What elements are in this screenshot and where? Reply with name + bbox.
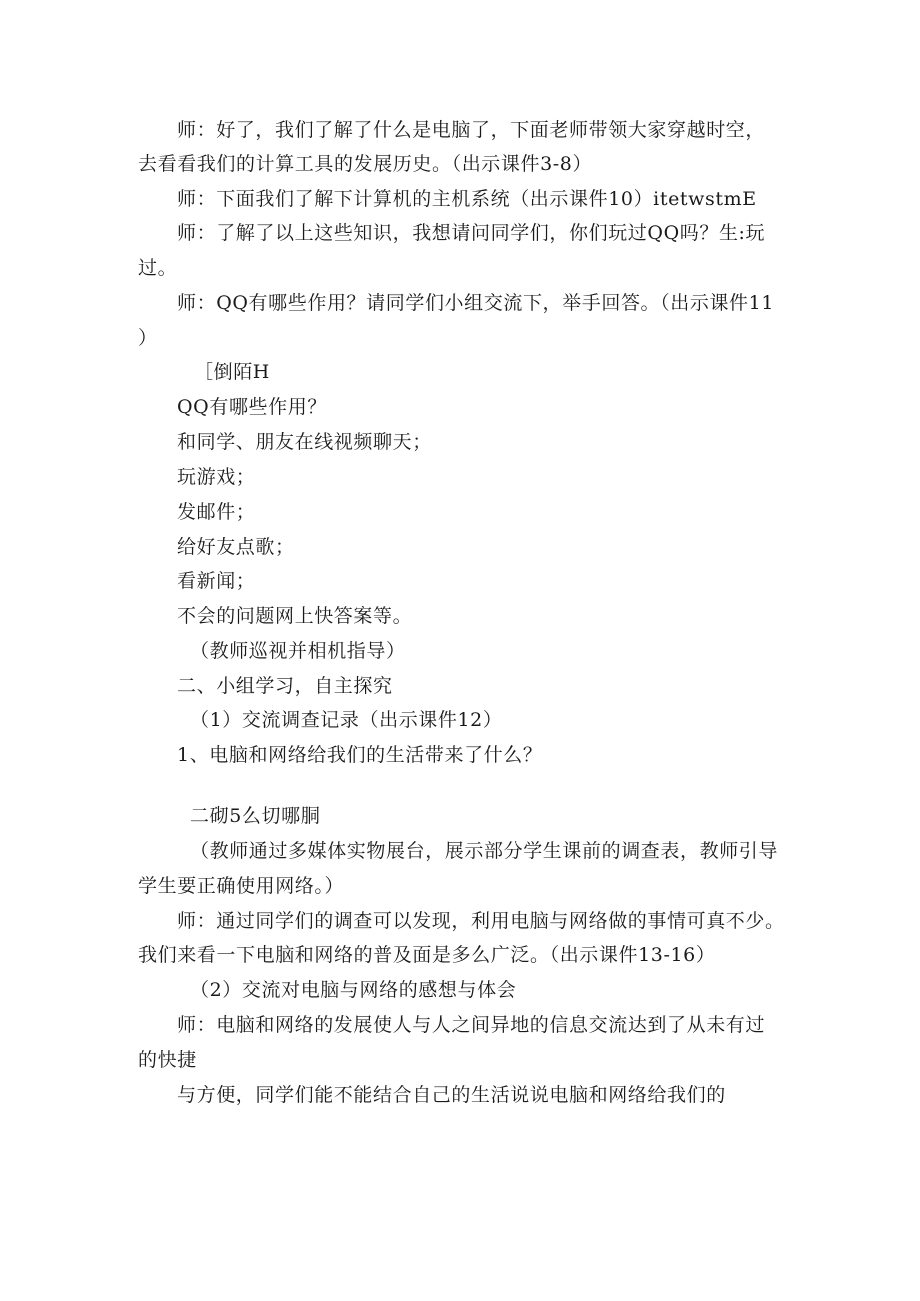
paragraph-line: 与方便，同学们能不能结合自己的生活说说电脑和网络给我们的	[177, 1084, 726, 1106]
section-heading: 二、小组学习，自主探究	[177, 675, 393, 697]
subsection-heading: （2）交流对电脑与网络的感想与体会	[190, 979, 517, 1001]
list-item: 看新闻；	[177, 570, 256, 592]
paragraph-line: （教师巡视并相机指导）	[190, 640, 406, 662]
paragraph-line: 师：了解了以上这些知识，我想请问同学们，你们玩过QQ吗？生:玩	[177, 222, 766, 244]
figure-caption: 二砌5么切哪胴	[190, 805, 321, 827]
question-line: 1、电脑和网络给我们的生活带来了什么？	[177, 744, 543, 766]
paragraph-line: 师：电脑和网络的发展使人与人之间异地的信息交流达到了从未有过	[177, 1014, 766, 1036]
list-item: 发邮件；	[177, 501, 256, 523]
paragraph-line: ）	[138, 327, 158, 349]
paragraph-line: 过。	[138, 257, 178, 279]
paragraph-line: 师：通过同学们的调查可以发现，利用电脑与网络做的事情可真不少。	[177, 910, 785, 932]
paragraph-line: 师：下面我们了解下计算机的主机系统（出示课件10）itetwstmE	[177, 188, 757, 210]
paragraph-line: 我们来看一下电脑和网络的普及面是多么广泛。（出示课件13-16）	[138, 944, 716, 966]
list-item: 给好友点歌；	[177, 536, 295, 558]
paragraph-line: 师：好了，我们了解了什么是电脑了，下面老师带领大家穿越时空，	[177, 119, 766, 141]
paragraph-line: （教师通过多媒体实物展台，展示部分学生课前的调查表，教师引导	[190, 840, 779, 862]
list-item: 和同学、朋友在线视频聊天；	[177, 431, 432, 453]
list-heading: QQ有哪些作用？	[177, 396, 327, 418]
paragraph-line: 的快捷	[138, 1049, 197, 1071]
paragraph-line: 学生要正确使用网络。）	[138, 875, 345, 897]
list-item: 玩游戏；	[177, 466, 256, 488]
figure-caption: ［倒陌H	[194, 361, 270, 383]
paragraph-line: 去看看我们的计算工具的发展历史。（出示课件3-8）	[138, 153, 593, 175]
paragraph-line: 师：QQ有哪些作用？请同学们小组交流下，举手回答。（出示课件11	[177, 292, 775, 314]
subsection-heading: （1）交流调查记录（出示课件12）	[190, 709, 503, 731]
list-item: 不会的问题网上快答案等。	[177, 605, 413, 627]
